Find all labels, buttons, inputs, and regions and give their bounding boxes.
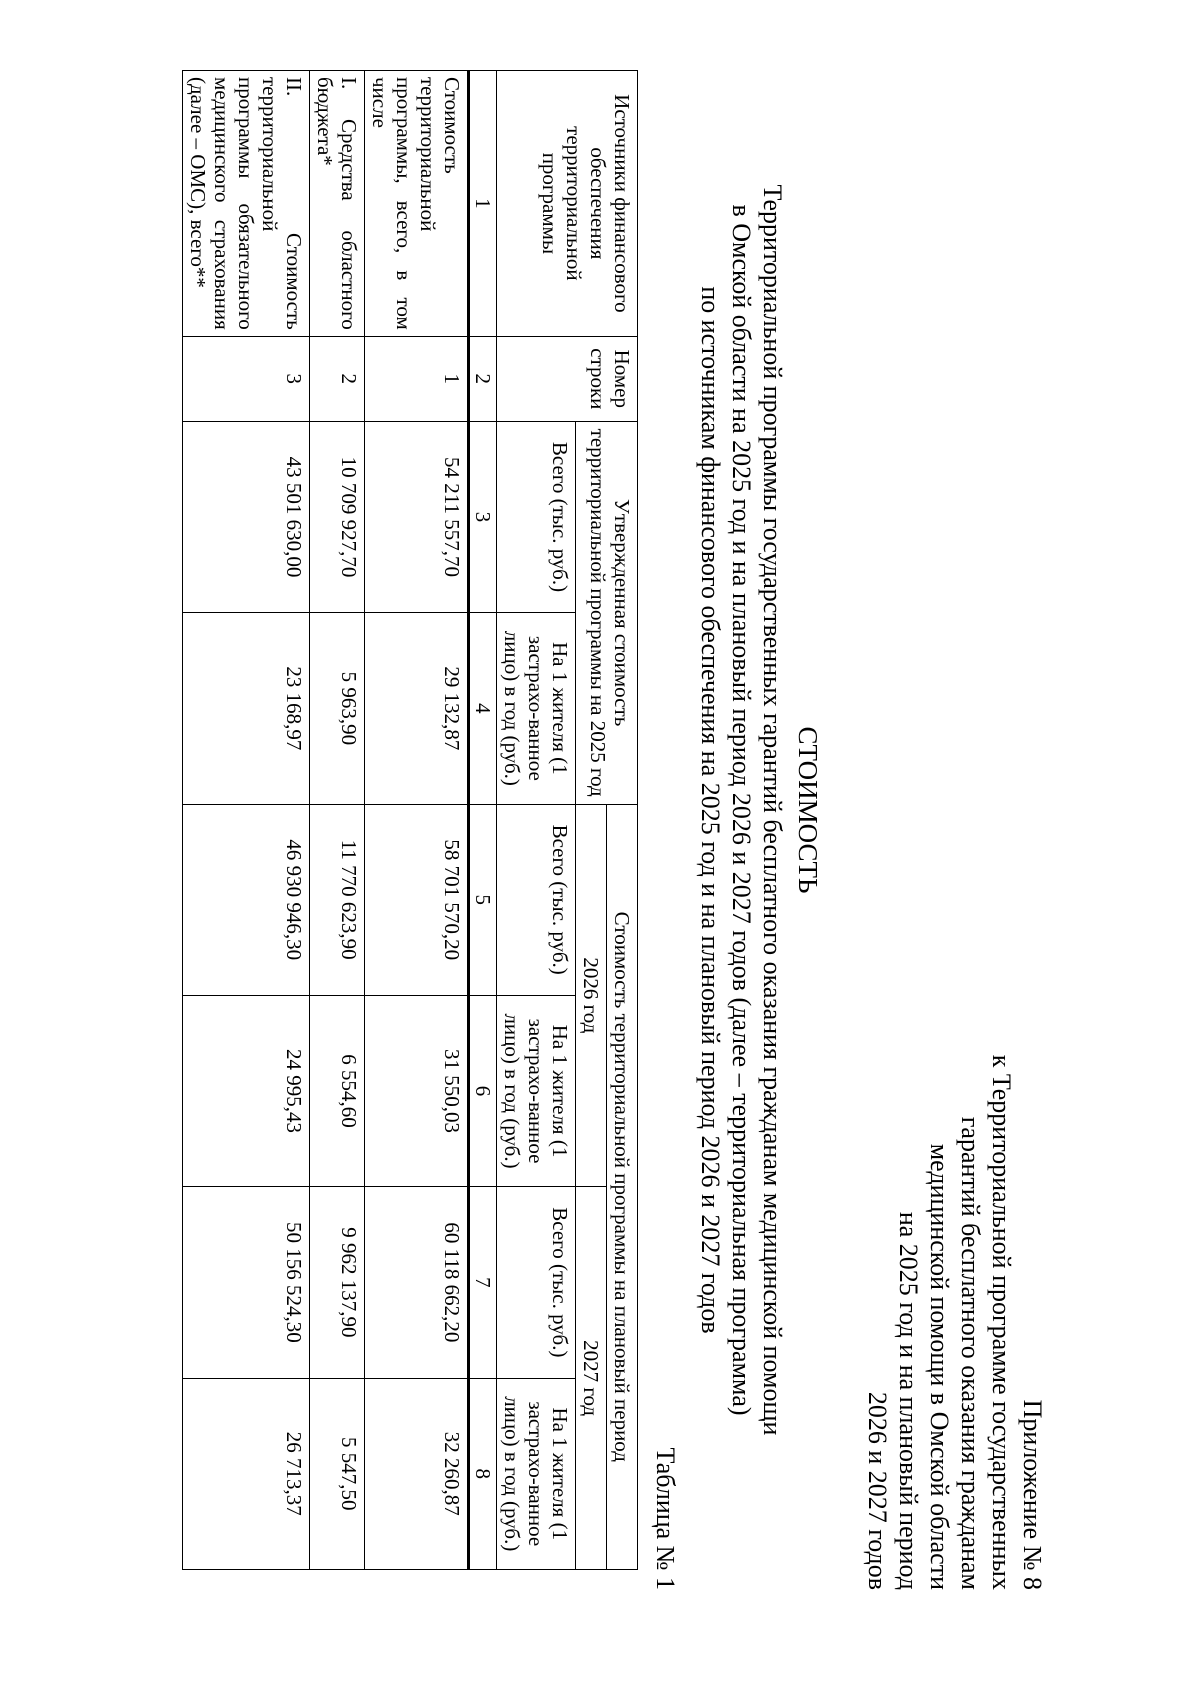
cell-total-2025: 43 501 630,00	[183, 421, 310, 612]
cell-per-capita-2025: 23 168,97	[183, 613, 310, 804]
row-number: 1	[365, 336, 469, 421]
title-line: Территориальной программы государственных гарантий бесплатного оказания гражданам медицинской помощи	[758, 184, 787, 1436]
cell-total-2025: 54 211 557,70	[365, 421, 469, 612]
appendix-line: медицинской помощи в Омской области	[925, 1143, 954, 1590]
table-row	[365, 71, 469, 1570]
document-page	[186, 70, 1048, 1590]
row-source-name: I. Средства областного бюджета*	[310, 71, 365, 337]
header-total-2026: Всего (тыс. руб.)	[497, 804, 576, 995]
cell-total-2027: 60 118 662,20	[365, 1187, 469, 1378]
appendix-line: к Территориальной программе государственных	[987, 1054, 1016, 1590]
header-total-2025: Всего (тыс. руб.)	[497, 421, 576, 612]
title-heading: СТОИМОСТЬ	[793, 726, 823, 894]
appendix-line: 2026 и 2027 годов	[863, 1391, 892, 1590]
cell-total-2027: 50 156 524,30	[183, 1187, 310, 1378]
cell-per-capita-2026: 24 995,43	[183, 995, 310, 1186]
cell-total-2025: 10 709 927,70	[310, 421, 365, 612]
cell-per-capita-2026: 6 554,60	[310, 995, 365, 1186]
header-planned-period: Стоимость территориальной программы на плановый период	[607, 804, 638, 1569]
header-year-2026: 2026 год	[576, 804, 607, 1187]
cell-total-2027: 9 962 137,90	[310, 1187, 365, 1378]
column-index: 7	[469, 1187, 497, 1378]
header-per-capita-2025: На 1 жителя (1 застрахо-ванное лицо) в год (руб.)	[497, 613, 576, 804]
document-title	[695, 110, 823, 1510]
row-number: 3	[183, 336, 310, 421]
column-index: 1	[469, 71, 497, 337]
cell-per-capita-2027: 32 260,87	[365, 1378, 469, 1569]
row-number: 2	[310, 336, 365, 421]
appendix-line: на 2025 год и на плановый период	[894, 1211, 923, 1590]
column-index: 4	[469, 613, 497, 804]
column-index: 3	[469, 421, 497, 612]
header-approved-2025: Утвержденная стоимость территориальной программы на 2025 год	[576, 421, 638, 804]
cell-total-2026: 11 770 623,90	[310, 804, 365, 995]
cell-per-capita-2026: 31 550,03	[365, 995, 469, 1186]
cell-total-2026: 58 701 570,20	[365, 804, 469, 995]
appendix-line: гарантий бесплатного оказания гражданам	[956, 1116, 985, 1590]
column-index: 6	[469, 995, 497, 1186]
header-total-2027: Всего (тыс. руб.)	[497, 1187, 576, 1378]
cell-per-capita-2025: 5 963,90	[310, 613, 365, 804]
cost-table	[182, 70, 638, 1570]
header-per-capita-2026: На 1 жителя (1 застрахо-ванное лицо) в год (руб.)	[497, 995, 576, 1186]
header-row-number: Номер строки	[497, 336, 638, 421]
table-label: Таблица № 1	[651, 1447, 680, 1590]
header-source: Источники финансового обеспечения территориальной программы	[497, 71, 638, 337]
title-line: по источникам финансового обеспечения на 2025 год и на плановый период 2026 и 2027 годов	[696, 286, 725, 1334]
row-source-name: Стоимость территориальной программы, всего, в том числе	[365, 71, 469, 337]
appendix-line: Приложение № 8	[1018, 1399, 1047, 1590]
cell-per-capita-2025: 29 132,87	[365, 613, 469, 804]
column-index: 5	[469, 804, 497, 995]
header-per-capita-2027: На 1 жителя (1 застрахо-ванное лицо) в год (руб.)	[497, 1378, 576, 1569]
table-row	[310, 71, 365, 1570]
column-index: 8	[469, 1378, 497, 1569]
cell-per-capita-2027: 26 713,37	[183, 1378, 310, 1569]
table-row	[183, 71, 310, 1570]
title-line: в Омской области на 2025 год и на плановый период 2026 и 2027 годов (далее – территориальная программа)	[727, 204, 756, 1416]
column-index: 2	[469, 336, 497, 421]
appendix-note	[862, 890, 1048, 1590]
cell-total-2026: 46 930 946,30	[183, 804, 310, 995]
cell-per-capita-2027: 5 547,50	[310, 1378, 365, 1569]
row-source-name: II. Стоимость территориальной программы обязательного медицинского страхования (далее – ОМС), всего**	[183, 71, 310, 337]
header-year-2027: 2027 год	[576, 1187, 607, 1570]
column-index-row	[469, 71, 497, 1570]
